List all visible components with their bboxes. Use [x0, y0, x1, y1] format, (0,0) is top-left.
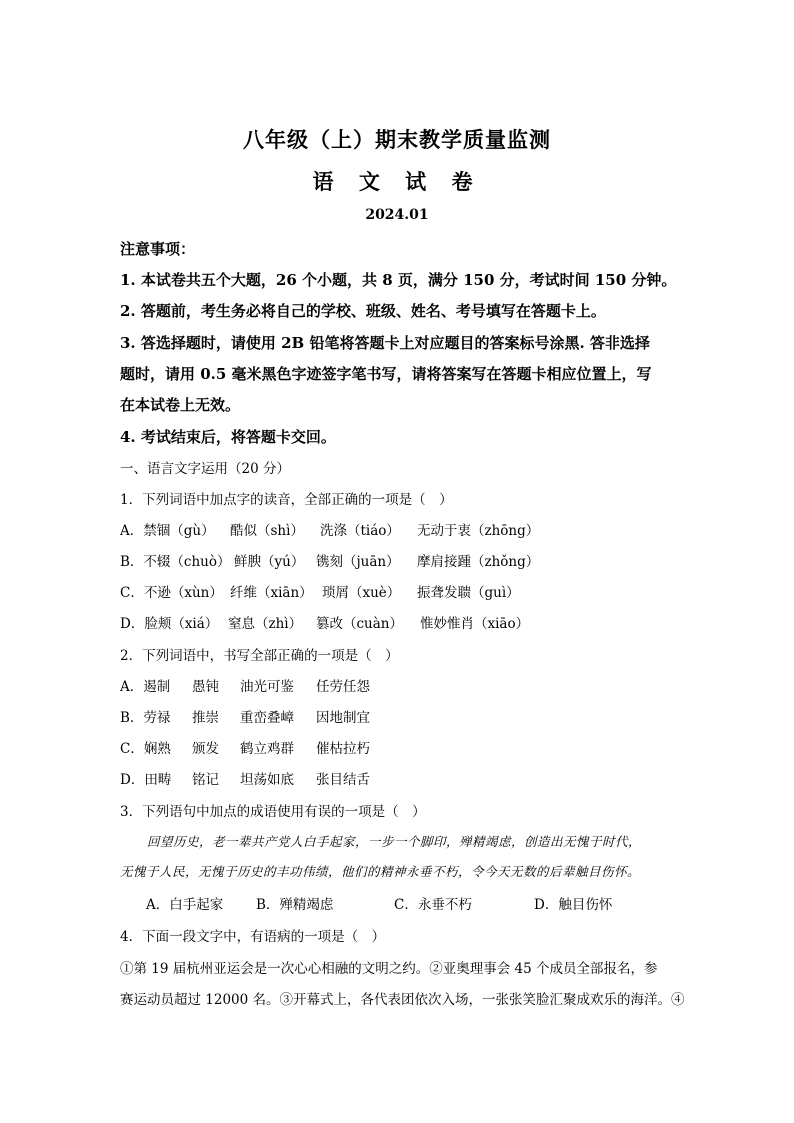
option-word: 因地制宜 — [316, 710, 370, 726]
question-2-stem: 2．下列词语中，书写全部正确的一项是（ ） — [120, 648, 399, 664]
notice-heading: 注意事项： — [120, 240, 196, 258]
notice-item: 4. 考试结束后，将答题卡交回。 — [120, 428, 336, 446]
question-3-passage-line: 回望历史，老一辈共产党人白手起家，一步一个脚印，殚精竭虑，创造出无愧于时代， — [147, 834, 642, 849]
option-word: D．田畴 — [120, 772, 172, 788]
option-word: 惟妙惟肖（xiāo） — [420, 616, 530, 632]
option-word: 坦荡如底 — [240, 772, 294, 788]
option-word: A．白手起家 — [146, 897, 224, 913]
question-1-option-b — [120, 550, 539, 570]
option-word: 振聋发聩（guì） — [417, 585, 520, 601]
option-word: B．劳禄 — [120, 710, 171, 726]
option-word: 篡改（cuàn） — [316, 616, 403, 632]
option-word: 摩肩接踵（zhǒng） — [417, 554, 540, 570]
option-word: D．触目伤怀 — [534, 897, 613, 913]
option-word: B．不辍（chuò） — [120, 554, 231, 570]
option-word: 鲜腴（yú） — [234, 554, 305, 570]
option-word: 琐屑（xuè） — [322, 585, 401, 601]
option-word: C．永垂不朽 — [394, 897, 472, 913]
question-3-passage-line: 无愧于人民，无愧于历史的丰功伟绩，他们的精神永垂不朽，令今天无数的后辈触目伤怀。 — [120, 864, 641, 879]
option-word: 洗涤（tiáo） — [320, 523, 400, 539]
option-word: 颁发 — [192, 741, 219, 757]
question-3-options — [146, 893, 612, 913]
option-word: 愚钝 — [192, 679, 219, 695]
option-word: 推崇 — [192, 710, 219, 726]
page-subtitle: 语 文 试 卷 — [312, 169, 482, 194]
option-word: 酷似（shì） — [230, 523, 304, 539]
option-word: 纤维（xiān） — [230, 585, 313, 601]
option-word: D．脸颊（xiá） — [120, 616, 219, 632]
option-word: 窒息（zhì） — [228, 616, 303, 632]
option-word: 重峦叠嶂 — [240, 710, 294, 726]
question-4-passage-line: ①第 19 届杭州亚运会是一次心心相融的文明之约。②亚奥理事会 45 个成员全部报名，参 — [120, 961, 658, 977]
notice-item: 题时，请用 0.5 毫米黑色字迹签字笔书写，请将答案写在答题卡相应位置上，写 — [120, 365, 652, 383]
question-4-stem: 4．下面一段文字中，有语病的一项是（ ） — [120, 929, 386, 945]
question-4-passage-line: 赛运动员超过 12000 名。③开幕式上，各代表团依次入场，一张张笑脸汇聚成欢乐的海洋。④ — [120, 992, 685, 1008]
question-2-option-d — [120, 768, 370, 788]
question-1-option-a — [120, 519, 539, 539]
notice-item: 在本试卷上无效。 — [120, 396, 241, 414]
question-2-option-a — [120, 675, 370, 695]
question-2-option-b — [120, 706, 370, 726]
question-1-option-c — [120, 581, 520, 601]
option-word: 张目结舌 — [316, 772, 370, 788]
option-word: 催枯拉朽 — [316, 741, 370, 757]
exam-date: 2024.01 — [365, 207, 429, 223]
notice-item: 1. 本试卷共五个大题，26 个小题，共 8 页，满分 150 分，考试时间 150 分钟。 — [120, 271, 677, 289]
option-word: A．遏制 — [120, 679, 171, 695]
notice-item: 3. 答选择题时，请使用 2B 铅笔将答题卡上对应题目的答案标号涂黑. 答非选择 — [120, 334, 650, 352]
option-word: C．娴熟 — [120, 741, 171, 757]
option-word: B．殚精竭虑 — [256, 897, 334, 913]
section-heading: 一、语言文字运用（20 分） — [120, 461, 290, 477]
question-2-option-c — [120, 737, 370, 757]
question-1-stem: 1．下列词语中加点字的读音，全部正确的一项是（ ） — [120, 492, 453, 508]
option-word: 无动于衷（zhōng） — [417, 523, 540, 539]
option-word: 鹤立鸡群 — [240, 741, 294, 757]
page-title: 八年级（上）期末教学质量监测 — [243, 127, 551, 152]
option-word: 任劳任怨 — [316, 679, 370, 695]
option-word: C．不逊（xùn） — [120, 585, 223, 601]
option-word: 铭记 — [192, 772, 219, 788]
option-word: A．禁锢（gù） — [120, 523, 215, 539]
question-1-option-d — [120, 612, 529, 632]
question-3-stem: 3．下列语句中加点的成语使用有误的一项是（ ） — [120, 804, 426, 820]
notice-item: 2. 答题前，考生务必将自己的学校、班级、姓名、考号填写在答题卡上。 — [120, 302, 606, 320]
option-word: 镌刻（juān） — [316, 554, 400, 570]
option-word: 油光可鉴 — [240, 679, 294, 695]
